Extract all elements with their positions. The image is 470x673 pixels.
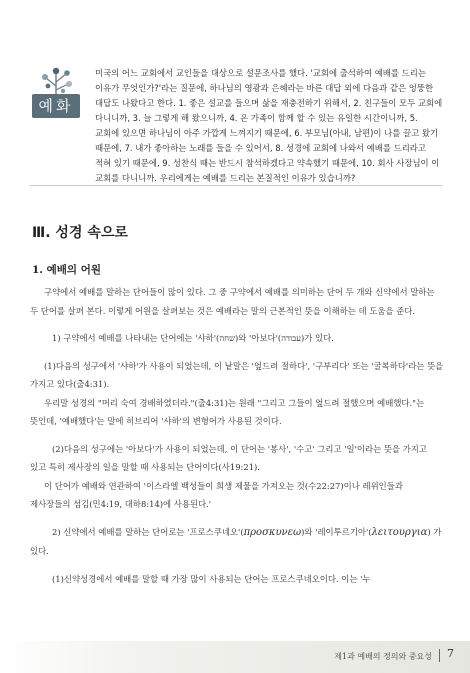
paragraph: (2)다음의 성구에는 '아보다'가 사용이 되었는데, 이 단어는 '봉사', '수고' 그리고 '일'이라는 뜻을 가지고 있고 특히 제사장의 일을 말할 때 사용되는 단어이다(사19:21). <box>30 443 427 472</box>
paragraph: 구약에서 예배를 말하는 단어들이 많이 있다. 그 중 구약에서 예배를 의미하는 단어 두 개와 신약에서 말하는 두 단어를 살펴 본다. 이렇게 어원을 살펴보는 것은 예배라는 말의 근본적인 뜻을 이해하는 데 도움을 준다. <box>30 287 435 316</box>
paragraph: (1)신약성경에서 예배를 말할 때 가장 많이 사용되는 단어는 프로스쿠네오이다. 이는 '누 <box>52 573 371 584</box>
footer-chapter: 제1과 예배의 정의와 중요성 <box>334 652 432 661</box>
greek-word: προσκυνεω <box>243 526 302 538</box>
greek-word: λειτουργια <box>371 526 428 538</box>
example-box <box>30 66 444 186</box>
example-text: 미국의 어느 교회에서 교인들을 대상으로 설문조사를 했다. '교회에 출석하여 예배를 드리는 이유가 무엇인가?'라는 질문에, 하나님의 영광과 은혜라는 바른 대답 외에 다음과 같은 엉뚱한 대답도 나왔다고 한다. 1. 좋은 설교를 들으며 삶을 재충전하기 위해서, 2. 친구들이 모두 교회에 다니니까, 3. 늘 그렇게 해 왔으니까, 4. 온 가족이 함께 할 수 있는 유일한 시간이니까, 5. 교회에 있으면 하나님이 아주 가깝게 느껴지기 때문에, 6. 부모님(아내, 남편)이 나를 끌고 왔기 때문에, 7. 내가 좋아하는 노래를 들을 수 있어서, 8. 성경에 교회에 나와서 예배를 드리라고 적혀 있기 때문에, 9. 성찬식 때는 반드시 참석하겠다고 약속했기 때문에, 10. 회사 사장님이 이 교회를 다니니까. 우리에게는 예배를 드리는 본질적인 이유가 있습니까? <box>95 68 443 183</box>
paragraph: 우리말 성경의 "머리 숙여 경배하였더라."(출4:31)는 원래 "그리고 그들이 엎드려 절했으며 예배했다."는 뜻인데, '예배했다'는 말에 히브리어 '샤하'의 변형어가 사용된 것이다. <box>30 397 425 426</box>
text-span: )와 '레이투르기아'( <box>301 526 372 537</box>
paragraph <box>30 523 444 561</box>
footer-separator <box>439 649 440 662</box>
page-number: 7 <box>447 647 454 660</box>
body-text <box>30 283 444 588</box>
section-title: Ⅲ. 성경 속으로 <box>32 225 128 241</box>
divider <box>30 185 442 186</box>
paragraph: 이 단어가 예배와 연관하여 '이스라엘 백성들이 희생 제물을 가져오는 것(수22:27)이나 레위인들과 제사장들의 섬김(민4:19, 대하8:14)에 사용된다.' <box>30 480 403 509</box>
paragraph: (1)다음의 성구에서 '샤하'가 사용이 되었는데, 이 낱말은 '엎드려 절하다', '구부리다' 또는 '굴복하다'라는 뜻을 가지고 있다(출4:31). <box>30 360 444 389</box>
text-span: ) 가 있다. <box>30 526 442 556</box>
text-span: 2) 신약에서 예배를 말하는 단어로는 '프로스쿠네오'( <box>52 526 244 537</box>
example-badge: 예화 <box>32 94 80 118</box>
paragraph: 1) 구약에서 예배를 나타내는 단어에는 '샤하'(שחה)와 '아보다'(עבודה)가 있다. <box>52 333 334 343</box>
sub-title: 1. 예배의 어원 <box>32 264 101 276</box>
